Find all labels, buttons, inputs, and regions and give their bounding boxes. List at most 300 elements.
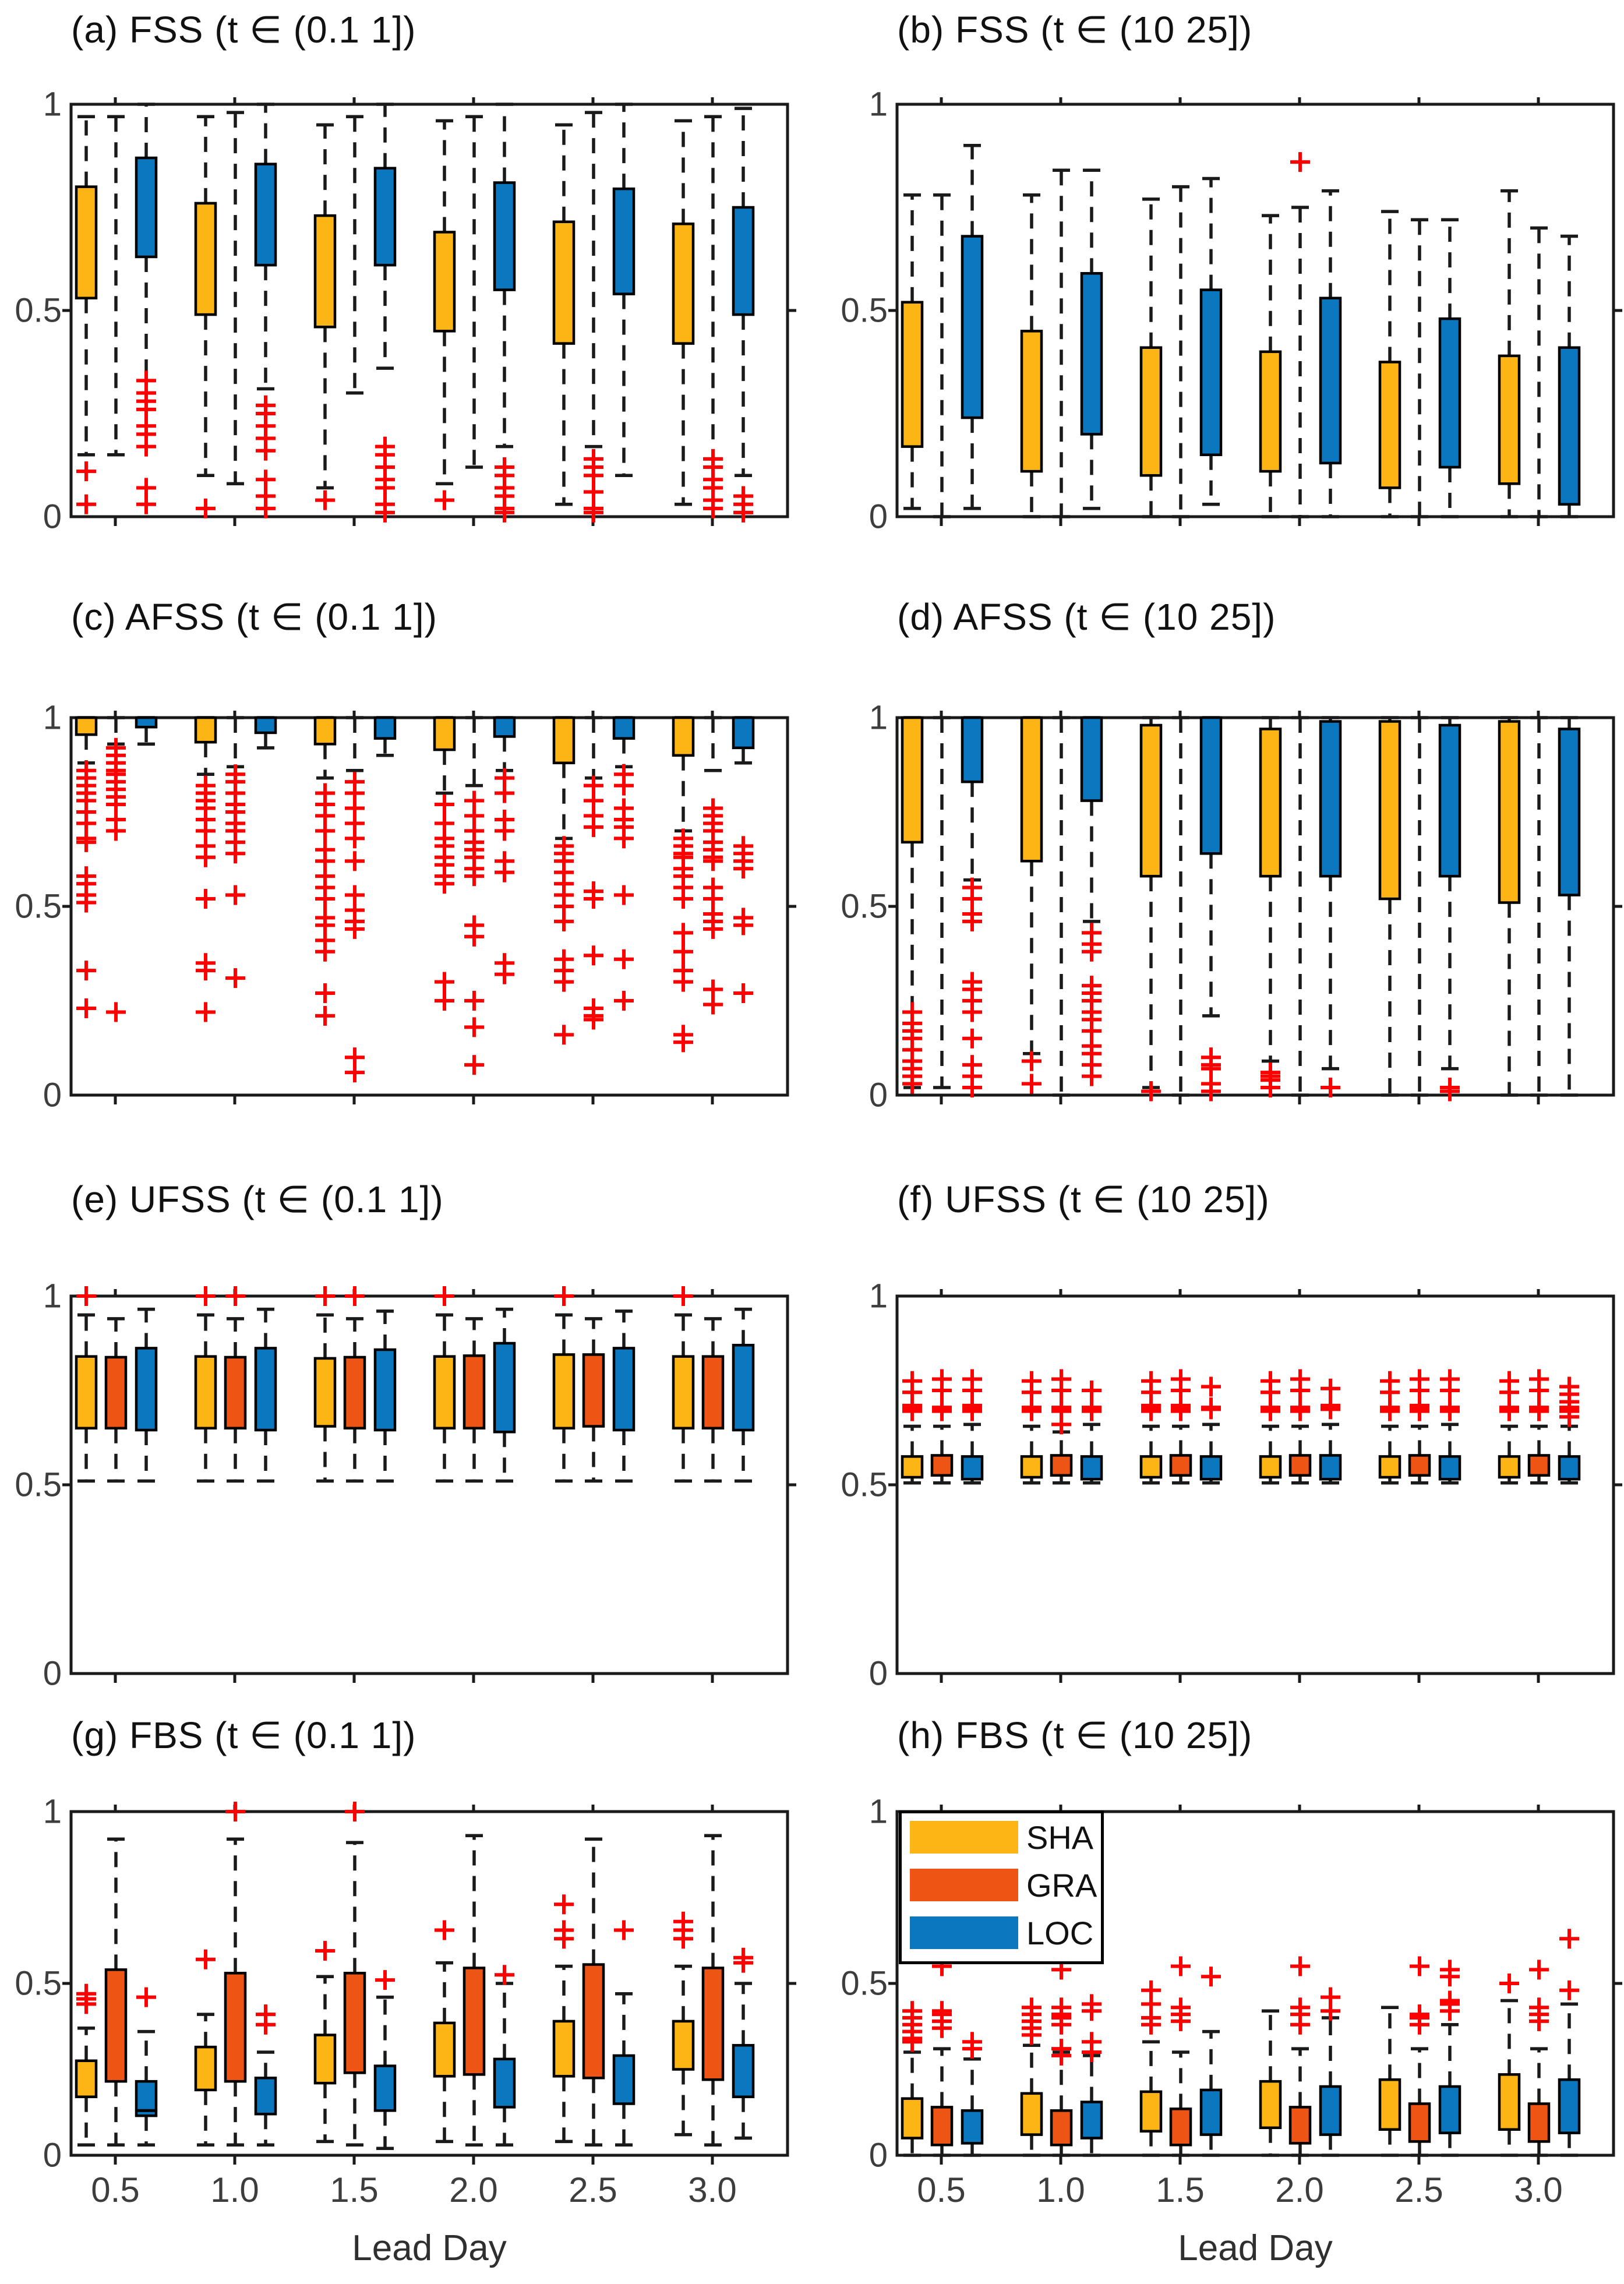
box-rect [1380, 2080, 1400, 2130]
box-SHA-lead-2.5 [554, 718, 574, 1044]
box-GRA-lead-0.5 [933, 195, 951, 517]
box-rect [962, 236, 982, 418]
box-SHA-lead-2.5 [554, 125, 574, 504]
outlier-marker [315, 1941, 335, 1961]
box-rect [1141, 725, 1161, 876]
outlier-marker [315, 983, 335, 1003]
box-rect [196, 718, 216, 742]
box-LOC-lead-1 [256, 1309, 276, 1481]
box-GRA-lead-2.5 [1410, 1957, 1429, 2156]
box-rect [1321, 1455, 1340, 1479]
box-rect [225, 1973, 245, 2081]
box-rect [1440, 1456, 1460, 1479]
outlier-marker [256, 441, 276, 461]
y-tick-label: 1 [869, 1792, 888, 1831]
box-rect [196, 1357, 216, 1428]
outlier-marker [962, 1002, 982, 1022]
y-tick-label: 0.5 [841, 887, 888, 926]
box-rect [1559, 348, 1579, 504]
box-rect [902, 718, 922, 842]
box-GRA-lead-3 [703, 718, 723, 1014]
box-rect [1082, 718, 1102, 801]
outlier-marker [1141, 1082, 1161, 1102]
box-rect [733, 207, 753, 315]
box-rect [106, 1969, 126, 2081]
box-GRA-lead-0.5 [932, 1369, 952, 1483]
y-tick-label: 0 [869, 497, 888, 536]
box-rect [673, 2021, 693, 2070]
box-SHA-lead-2 [435, 718, 454, 1011]
outlier-marker [464, 1055, 484, 1075]
box-GRA-lead-1 [1051, 1960, 1071, 2155]
outlier-marker [1499, 1974, 1519, 1993]
x-tick-label: 3.0 [1514, 2170, 1563, 2209]
box-LOC-lead-2 [1321, 718, 1340, 1097]
loc-color-swatch [910, 1916, 1018, 1949]
box-LOC-lead-2.5 [614, 1921, 634, 2145]
panel-title-h: (h) FBS (t ∈ (10 25]) [897, 1714, 1253, 1756]
box-rect [1261, 1456, 1280, 1477]
box-GRA-lead-3 [703, 1319, 723, 1481]
box-rect [703, 1357, 723, 1428]
y-tick-label: 1 [43, 698, 62, 737]
outlier-marker [435, 972, 454, 992]
box-SHA-lead-2.5 [1380, 211, 1400, 517]
outlier-marker [554, 912, 574, 931]
outlier-marker [315, 1006, 335, 1026]
box-LOC-lead-2 [495, 104, 514, 523]
box-LOC-lead-2 [1321, 1988, 1340, 2155]
box-rect [902, 302, 922, 447]
outlier-marker [225, 843, 245, 863]
outlier-marker [495, 863, 514, 882]
box-SHA-lead-3 [1499, 1974, 1519, 2155]
box-rect [435, 2023, 454, 2076]
box-rect [76, 187, 96, 298]
panel-c [15, 699, 796, 1114]
box-GRA-lead-1.5 [345, 1802, 365, 2145]
box-LOC-lead-3 [733, 1948, 753, 2138]
outlier-marker [1171, 1369, 1191, 1389]
box-SHA-lead-1 [196, 1286, 216, 1481]
box-rect [1141, 2092, 1161, 2131]
outlier-marker [554, 1286, 574, 1306]
axes-frame [71, 718, 788, 1095]
box-SHA-lead-3 [673, 718, 693, 1052]
outlier-marker [1290, 1957, 1310, 1976]
box-SHA-lead-1 [196, 1950, 216, 2145]
outlier-marker [225, 968, 245, 988]
box-SHA-lead-2 [435, 1286, 454, 1481]
outlier-marker [1261, 1371, 1280, 1391]
outlier-marker [76, 961, 96, 980]
outlier-marker [1082, 1381, 1102, 1400]
box-rect [375, 1350, 395, 1430]
outlier-marker [614, 949, 634, 969]
outlier-marker [584, 945, 603, 965]
box-rect [464, 1968, 484, 2074]
x-axis-label: Lead Day [1178, 2228, 1333, 2268]
box-LOC-lead-2 [1321, 191, 1340, 517]
box-LOC-lead-1.5 [375, 1970, 395, 2148]
box-rect [614, 1348, 634, 1430]
outlier-marker [1321, 1379, 1340, 1399]
outlier-marker [703, 994, 723, 1014]
y-tick-label: 1 [43, 1277, 62, 1315]
box-rect [1051, 2110, 1071, 2145]
box-GRA-lead-0.5 [106, 1319, 126, 1481]
box-LOC-lead-2.5 [1440, 1369, 1460, 1483]
outlier-marker [76, 495, 96, 514]
box-SHA-lead-2 [435, 1921, 454, 2142]
panel-title-f: (f) UFSS (t ∈ (10 25]) [897, 1178, 1270, 1220]
box-rect [733, 2045, 753, 2097]
outlier-marker [76, 461, 96, 481]
box-rect [106, 1357, 126, 1428]
box-SHA-lead-2.5 [1380, 1371, 1400, 1483]
box-LOC-lead-2.5 [614, 718, 634, 1011]
box-rect [1321, 2087, 1340, 2135]
box-rect [962, 2110, 982, 2143]
box-LOC-lead-1 [256, 718, 276, 748]
legend-item-loc [910, 1909, 1101, 1957]
outlier-marker [1321, 1396, 1340, 1415]
outlier-marker [196, 1002, 216, 1022]
outlier-marker [1082, 1397, 1102, 1417]
outlier-marker [315, 889, 335, 909]
y-tick-label: 1 [869, 698, 888, 737]
box-rect [435, 232, 454, 331]
outlier-marker [225, 1286, 245, 1306]
panel-title-d: (d) AFSS (t ∈ (10 25]) [897, 596, 1276, 638]
outlier-marker [1410, 1957, 1429, 1976]
y-tick-label: 0.5 [841, 1466, 888, 1504]
box-GRA-lead-1.5 [1172, 187, 1189, 517]
outlier-marker [1290, 1369, 1310, 1389]
outlier-marker [464, 1017, 484, 1037]
box-GRA-lead-2 [464, 1319, 484, 1481]
y-tick-label: 1 [869, 1277, 888, 1315]
box-rect [1559, 2080, 1579, 2133]
box-rect [1499, 2074, 1519, 2129]
box-rect [1261, 352, 1280, 471]
outlier-marker [703, 851, 723, 871]
box-rect [902, 1456, 922, 1477]
box-LOC-lead-1.5 [1201, 1377, 1221, 1483]
box-rect [315, 1358, 335, 1427]
y-tick-label: 0.5 [15, 291, 62, 330]
x-tick-label: 1.0 [1036, 2170, 1085, 2209]
outlier-marker [584, 1009, 603, 1029]
box-SHA-lead-0.5 [76, 117, 96, 514]
box-SHA-lead-2.5 [1380, 718, 1400, 1095]
y-tick-label: 0 [43, 1076, 62, 1114]
box-rect [614, 189, 634, 294]
outlier-marker [554, 1025, 574, 1044]
y-tick-label: 0.5 [841, 1964, 888, 2003]
box-SHA-lead-1 [1022, 718, 1042, 1094]
box-GRA-lead-2.5 [584, 1839, 603, 2145]
box-LOC-lead-3 [1559, 718, 1579, 1095]
box-GRA-lead-2 [1290, 1369, 1310, 1483]
box-rect [315, 216, 335, 327]
box-rect [1559, 729, 1579, 895]
box-GRA-lead-2.5 [1411, 718, 1428, 1095]
box-LOC-lead-1.5 [1201, 1967, 1221, 2155]
box-GRA-lead-2 [465, 117, 483, 467]
box-GRA-lead-1 [225, 718, 245, 988]
outlier-marker [1022, 1371, 1042, 1391]
box-LOC-lead-2 [495, 718, 514, 984]
box-rect [1321, 298, 1340, 463]
outlier-marker [673, 972, 693, 992]
x-tick-label: 2.0 [1275, 2170, 1324, 2209]
y-tick-label: 0.5 [841, 291, 888, 330]
box-rect [1141, 348, 1161, 475]
outlier-marker [106, 821, 126, 841]
box-rect [1440, 725, 1460, 876]
outlier-marker [435, 991, 454, 1011]
box-GRA-lead-1 [1053, 170, 1070, 517]
x-tick-label: 2.5 [1394, 2170, 1443, 2209]
x-tick-label: 1.5 [330, 2170, 379, 2209]
box-LOC-lead-3 [1559, 236, 1579, 517]
box-GRA-lead-3 [1530, 718, 1548, 1095]
box-GRA-lead-3 [703, 1835, 723, 2145]
box-SHA-lead-3 [673, 1912, 693, 2135]
outlier-marker [673, 923, 693, 942]
outlier-marker [1022, 1074, 1042, 1094]
outlier-marker [1410, 1369, 1429, 1389]
box-rect [1380, 362, 1400, 488]
box-GRA-lead-3 [1530, 228, 1548, 517]
outlier-marker [76, 1994, 96, 2014]
box-SHA-lead-3 [1499, 718, 1519, 1095]
outlier-marker [435, 1286, 454, 1306]
box-GRA-lead-2 [1291, 718, 1309, 1095]
box-GRA-lead-3 [703, 117, 723, 518]
box-LOC-lead-2 [495, 1309, 514, 1481]
x-tick-label: 2.5 [569, 2170, 617, 2209]
outlier-marker [932, 1397, 952, 1417]
box-LOC-lead-2.5 [1440, 1960, 1460, 2155]
box-GRA-lead-2.5 [584, 1319, 603, 1481]
outlier-marker [1051, 1369, 1071, 1389]
box-SHA-lead-2 [435, 121, 454, 510]
box-LOC-lead-3 [733, 1309, 753, 1481]
x-tick-label: 0.5 [91, 2170, 140, 2209]
panel-d [841, 699, 1622, 1114]
y-tick-label: 0.5 [15, 887, 62, 926]
x-tick-label: 0.5 [917, 2170, 966, 2209]
box-LOC-lead-1 [1082, 1994, 1102, 2155]
box-SHA-lead-3 [1499, 1371, 1519, 1483]
box-rect [1082, 273, 1102, 434]
box-rect [375, 168, 395, 265]
box-rect [733, 1345, 753, 1430]
box-GRA-lead-1.5 [1171, 1957, 1191, 2156]
legend-label-gra: GRA [1026, 1866, 1097, 1904]
box-rect [345, 1357, 365, 1428]
box-rect [1499, 1456, 1519, 1477]
box-SHA-lead-1 [1022, 195, 1042, 517]
outlier-marker [902, 1371, 922, 1391]
box-rect [1022, 2094, 1042, 2135]
box-LOC-lead-0.5 [136, 1988, 156, 2145]
outlier-marker [136, 1988, 156, 2007]
outlier-marker [435, 1921, 454, 1940]
box-rect [1321, 721, 1340, 876]
box-GRA-lead-1.5 [345, 718, 365, 1082]
box-rect [1171, 1455, 1191, 1475]
outlier-marker [932, 1369, 952, 1389]
box-LOC-lead-1.5 [375, 1311, 395, 1481]
box-LOC-lead-0.5 [962, 2032, 982, 2155]
box-LOC-lead-0.5 [962, 146, 982, 509]
outlier-marker [1290, 1397, 1310, 1417]
box-rect [495, 718, 514, 736]
outlier-marker [196, 1286, 216, 1306]
legend-label-sha: SHA [1026, 1819, 1094, 1856]
outlier-marker [1171, 1957, 1191, 1976]
x-tick-label: 1.0 [210, 2170, 259, 2209]
outlier-marker [76, 1286, 96, 1306]
outlier-marker [225, 1802, 245, 1821]
axes-frame [71, 1296, 788, 1674]
box-GRA-lead-1.5 [1171, 1369, 1191, 1483]
box-rect [932, 1455, 952, 1475]
box-rect [225, 1357, 245, 1428]
outlier-marker [315, 490, 335, 510]
box-LOC-lead-1 [1082, 718, 1102, 1086]
box-GRA-lead-2 [1290, 152, 1310, 517]
box-rect [1529, 2104, 1549, 2142]
gra-color-swatch [910, 1869, 1018, 1901]
box-LOC-lead-2.5 [1440, 220, 1460, 517]
box-SHA-lead-1 [1022, 1997, 1042, 2155]
box-GRA-lead-2 [1290, 1957, 1310, 2156]
box-LOC-lead-0.5 [962, 718, 982, 1097]
outlier-marker [1559, 1981, 1579, 2000]
box-rect [76, 2061, 96, 2097]
box-SHA-lead-1 [196, 117, 216, 518]
legend-item-sha [910, 1813, 1101, 1861]
box-rect [733, 718, 753, 748]
box-GRA-lead-2 [464, 1835, 484, 2145]
box-rect [614, 2056, 634, 2104]
box-rect [1261, 729, 1280, 876]
box-LOC-lead-3 [1559, 1929, 1579, 2155]
outlier-marker [495, 965, 514, 984]
box-SHA-lead-3 [673, 1286, 693, 1481]
box-SHA-lead-2 [1261, 718, 1280, 1097]
legend-label-loc: LOC [1026, 1914, 1094, 1951]
outlier-marker [1380, 1371, 1400, 1391]
box-rect [584, 1354, 603, 1426]
box-rect [703, 1968, 723, 2080]
box-rect [962, 718, 982, 782]
box-rect [932, 2107, 952, 2145]
outlier-marker [1529, 1397, 1549, 1417]
box-rect [554, 718, 574, 763]
box-rect [1380, 721, 1400, 899]
box-rect [554, 1354, 574, 1428]
outlier-marker [1201, 1397, 1221, 1417]
outlier-marker [1082, 2042, 1102, 2062]
outlier-marker [136, 437, 156, 457]
box-rect [76, 718, 96, 735]
box-rect [554, 2021, 574, 2076]
box-rect [962, 1456, 982, 1479]
outlier-marker [1440, 1397, 1460, 1417]
panel-a [15, 86, 796, 536]
box-rect [136, 718, 156, 727]
box-LOC-lead-0.5 [962, 1369, 982, 1483]
x-tick-label: 2.0 [449, 2170, 498, 2209]
outlier-marker [256, 2015, 276, 2035]
sha-color-swatch [910, 1821, 1018, 1854]
box-SHA-lead-1.5 [1141, 1371, 1161, 1483]
outlier-marker [614, 1921, 634, 1940]
outlier-marker [1440, 1082, 1460, 1102]
box-GRA-lead-1.5 [345, 1286, 365, 1481]
outlier-marker [614, 776, 634, 796]
outlier-marker [733, 1953, 753, 1973]
box-SHA-lead-0.5 [902, 718, 922, 1094]
box-GRA-lead-2.5 [584, 718, 603, 1029]
box-SHA-lead-1.5 [1141, 199, 1161, 517]
outlier-marker [495, 503, 514, 523]
box-rect [1290, 1455, 1310, 1475]
box-SHA-lead-2 [1261, 2011, 1280, 2155]
box-SHA-lead-2.5 [554, 1286, 574, 1481]
box-rect [1410, 1455, 1429, 1475]
box-SHA-lead-3 [673, 121, 693, 504]
outlier-marker [196, 889, 216, 909]
outlier-marker [345, 1286, 365, 1306]
outlier-marker [76, 998, 96, 1018]
outlier-marker [196, 1950, 216, 1969]
outlier-marker [554, 1894, 574, 1914]
box-rect [902, 2099, 922, 2138]
box-GRA-lead-0.5 [932, 1957, 952, 2156]
box-rect [345, 1973, 365, 2073]
outlier-marker [1529, 1369, 1549, 1389]
y-tick-label: 0.5 [15, 1466, 62, 1504]
outlier-marker [673, 942, 693, 962]
y-tick-label: 1 [43, 85, 62, 123]
outlier-marker [375, 1970, 395, 1990]
outlier-marker [1201, 1377, 1221, 1397]
box-SHA-lead-2 [1261, 1371, 1280, 1483]
box-rect [375, 718, 395, 739]
box-rect [1290, 2107, 1310, 2143]
outlier-marker [196, 848, 216, 867]
outlier-marker [435, 490, 454, 510]
panel-e [15, 1277, 796, 1693]
panel-title-b: (b) FSS (t ∈ (10 25]) [897, 9, 1253, 51]
panel-title-c: (c) AFSS (t ∈ (0.1 1]) [71, 596, 437, 638]
y-tick-label: 0 [43, 2136, 62, 2174]
box-GRA-lead-0.5 [106, 718, 126, 1022]
outlier-marker [902, 2032, 922, 2052]
legend-box [899, 1810, 1104, 1964]
outlier-marker [962, 1029, 982, 1049]
box-GRA-lead-1 [227, 112, 244, 483]
box-GRA-lead-0.5 [933, 718, 951, 1088]
box-rect [196, 203, 216, 315]
y-tick-label: 0 [869, 2136, 888, 2174]
